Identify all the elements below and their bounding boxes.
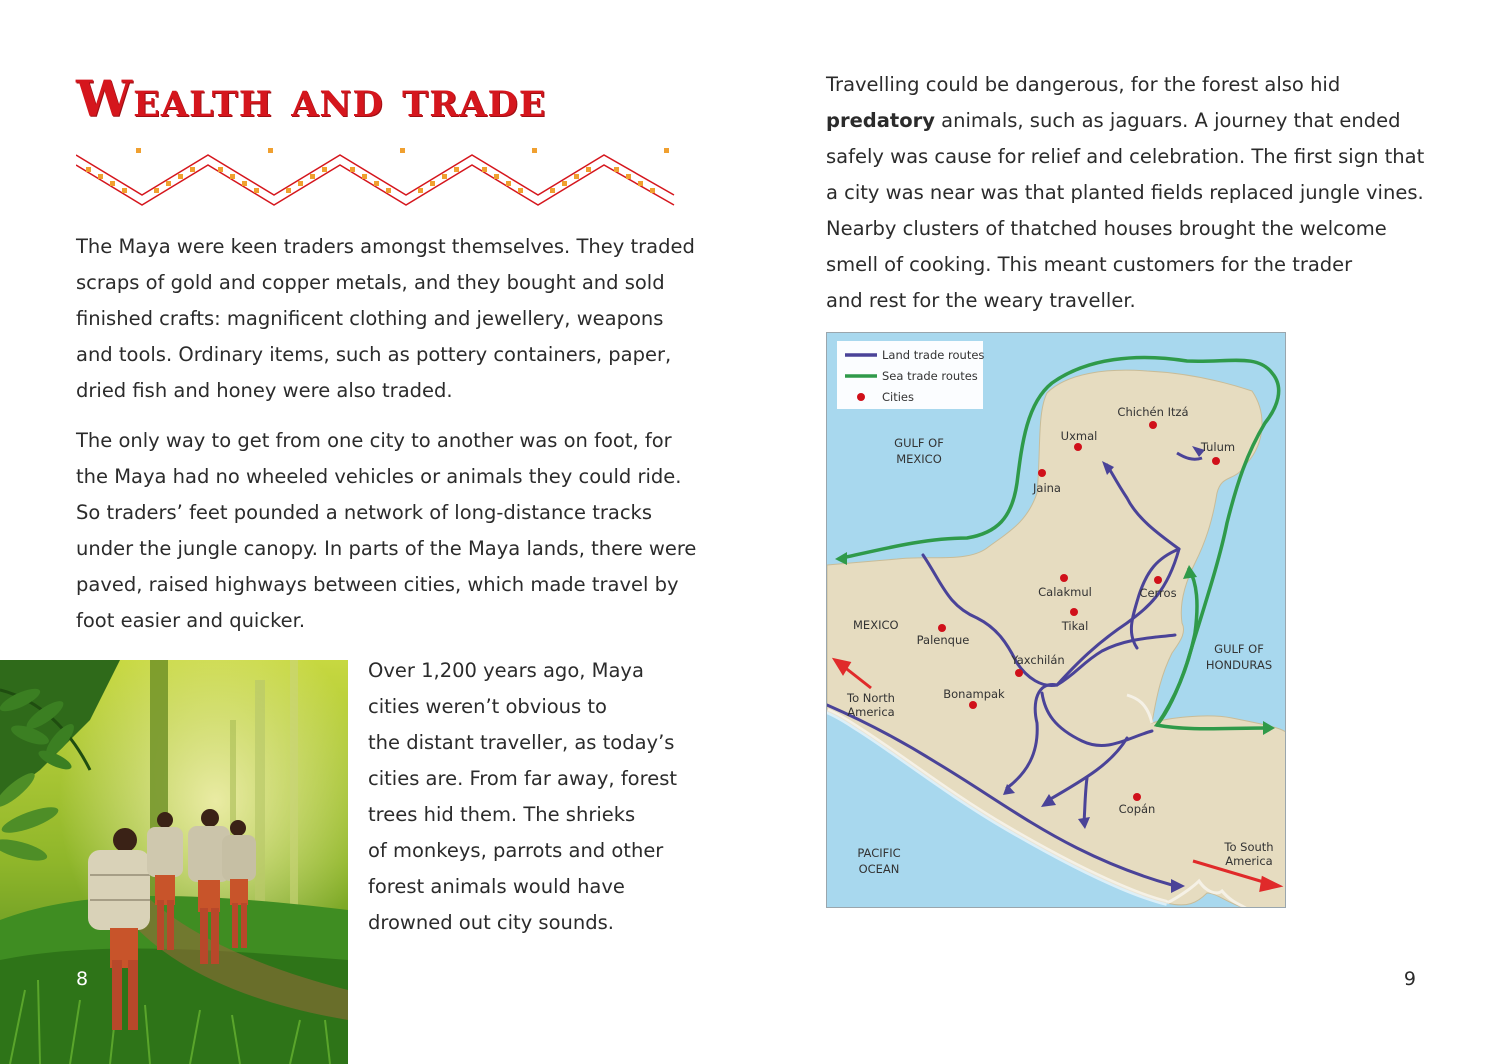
legend-sea-routes: Sea trade routes (882, 369, 978, 383)
label-pacific-2: OCEAN (858, 862, 900, 876)
city-tikal: Tikal (1061, 619, 1089, 633)
city-palenque: Palenque (916, 633, 970, 647)
map-svg (827, 333, 1286, 908)
label-to-north-1: To North (847, 691, 895, 705)
label-pacific-1: PACIFIC (857, 846, 901, 860)
city-calakmul: Calakmul (1038, 585, 1092, 599)
label-to-south-1: To South (1224, 840, 1274, 854)
city-dot-chichen-itza (1149, 421, 1157, 429)
city-dot-uxmal (1074, 443, 1082, 451)
paragraph-trade-goods: The Maya were keen traders amongst themselves. They traded scraps of gold and copper metals, and they bought and sold finished crafts: magnificent clothing and jewellery, weapons and tools. Ordinary items, such as pottery containers, paper, dried fish and honey were also traded. (76, 235, 695, 402)
label-mexico: MEXICO (853, 618, 899, 632)
city-dot-jaina (1038, 469, 1046, 477)
city-dot-calakmul (1060, 574, 1068, 582)
label-gulf-of-mexico-2: MEXICO (896, 452, 942, 466)
city-bonampak: Bonampak (943, 687, 1005, 701)
legend-land-routes: Land trade routes (882, 348, 985, 362)
right-page (750, 0, 1500, 1064)
jungle-traders-illustration (0, 660, 348, 1064)
city-copan: Copán (1118, 802, 1156, 816)
label-gulf-of-mexico-1: GULF OF (894, 436, 944, 450)
city-yaxchilan: Yaxchilán (1011, 653, 1065, 667)
legend-cities: Cities (882, 390, 914, 404)
city-dot-yaxchilan (1015, 669, 1023, 677)
city-tulum: Tulum (1200, 440, 1236, 454)
page-number-right: 9 (1403, 968, 1416, 990)
glossary-term-predatory[interactable]: predatory (826, 109, 935, 132)
label-to-south-2: America (1225, 854, 1273, 868)
city-dot-tikal (1070, 608, 1078, 616)
city-cerros: Cerros (1139, 586, 1177, 600)
city-dot-palenque (938, 624, 946, 632)
trade-routes-map (826, 332, 1286, 908)
zigzag-border (76, 140, 676, 210)
city-dot-bonampak (969, 701, 977, 709)
map-legend (837, 341, 984, 409)
city-dot-cerros (1154, 576, 1162, 584)
city-dot-tulum (1212, 457, 1220, 465)
paragraph-hidden-cities: Over 1,200 years ago, Maya cities weren’t obvious to the distant traveller, as today’s cities are. From far away, forest trees hid them. The shrieks of monkeys, parrots and other forest animals would have drowned out city sounds. (368, 659, 678, 934)
page-number-left: 8 (76, 968, 89, 990)
paragraph-dangerous-travel: Travelling could be dangerous, for the forest also hid predatory animals, such as jaguars. A journey that ended safely was cause for relief and celebration. The first sign that a city was near was that planted fields replaced jungle vines. Nearby clusters of thatched houses brought the welcome smell of cooking. This meant customers for the trader and rest for the weary traveller. (826, 73, 1425, 312)
label-to-north-2: America (847, 705, 895, 719)
city-chichen-itza: Chichén Itzá (1117, 405, 1189, 419)
city-dot-copan (1133, 793, 1141, 801)
label-gulf-of-honduras-1: GULF OF (1214, 642, 1264, 656)
paragraph-travel-on-foot: The only way to get from one city to another was on foot, for the Maya had no wheeled vehicles or animals they could ride. So traders’ feet pounded a network of long-distance tracks under the jungle canopy. In parts of the Maya lands, there were paved, raised highways between cities, which made travel by foot easier and quicker. (76, 429, 697, 632)
page-title: Wealth and trade (76, 69, 547, 128)
label-gulf-of-honduras-2: HONDURAS (1205, 658, 1273, 672)
city-jaina: Jaina (1033, 481, 1061, 495)
city-uxmal: Uxmal (1060, 429, 1098, 443)
